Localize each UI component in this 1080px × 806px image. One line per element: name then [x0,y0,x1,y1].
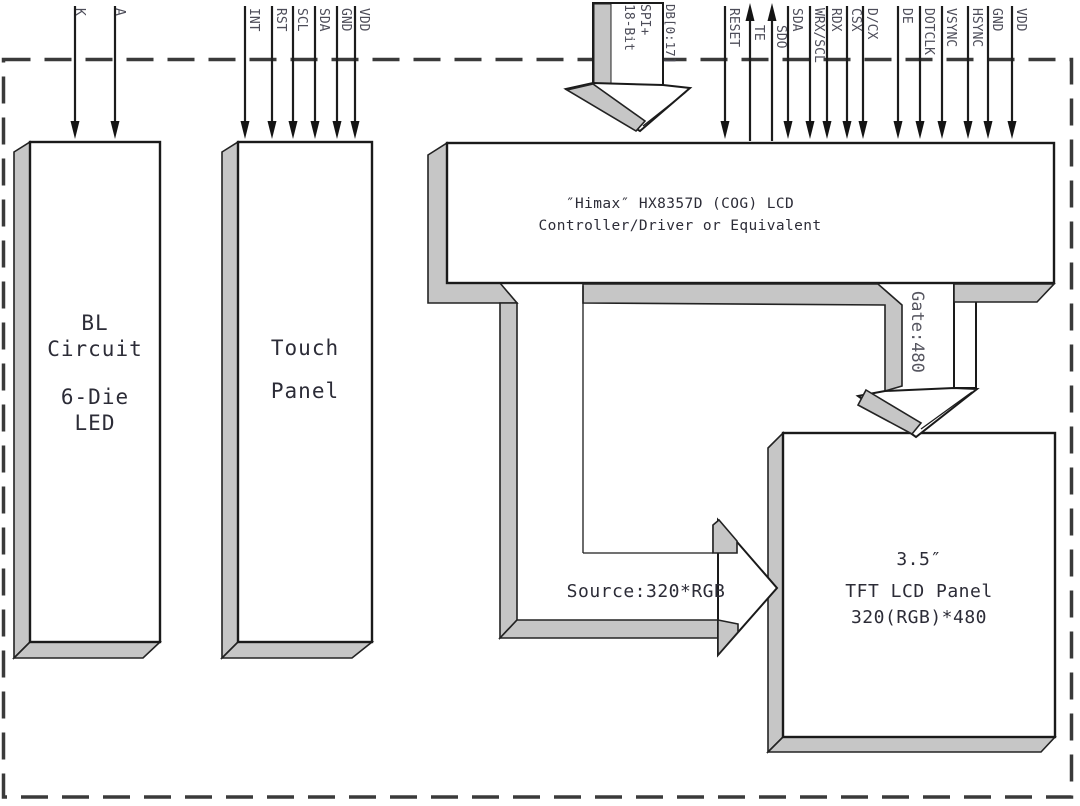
bl-block-label-line1: BL [81,311,109,335]
pin-label-ctrl-reset: RESET [726,8,741,48]
spi-bus-label-line1: SPI+ [637,4,652,36]
touch-block-label-line2: Panel [270,379,340,403]
pin-label-ctrl-wrxscl: WRX/SCL [811,8,826,63]
pin-arrow-bl-k [71,6,80,139]
pin-arrow-ctrl-vdd [1008,6,1017,139]
pin-arrow-touch-int [241,6,250,139]
spi-bus-arrow [566,3,690,131]
pin-label-ctrl-de: DE [899,8,914,24]
bl-block-label-line3: 6-Die [60,385,130,409]
panel-label-line3: 320(RGB)*480 [850,607,988,628]
pin-arrow-touch-vdd [351,6,360,139]
pin-label-ctrl-vdd: VDD [1013,8,1028,32]
source-bus-pipe [500,286,719,638]
pin-label-ctrl-sdo: SDO [773,25,788,49]
lcd-controller-block-shape [428,143,1054,391]
pin-arrow-touch-scl [289,6,298,139]
pin-label-bl-k: K [72,8,87,16]
panel-label-line1: 3.5″ [896,549,942,570]
bl-block-label-line4: LED [74,411,116,435]
pin-arrow-ctrl-dotclk [916,6,925,139]
pin-arrow-ctrl-reset [721,6,730,139]
pin-arrow-ctrl-de [894,6,903,139]
pin-label-ctrl-dcx: D/CX [864,8,879,40]
pin-arrow-ctrl-gnd [984,6,993,139]
pin-label-touch-scl: SCL [294,8,309,32]
pin-arrow-touch-sda [311,6,320,139]
bl-block-label-line2: Circuit [47,337,143,361]
pin-label-bl-a: A [112,8,127,16]
pin-arrow-ctrl-te [746,3,755,141]
pin-label-touch-int: INT [246,8,261,32]
pin-arrow-ctrl-csx [843,6,852,139]
pin-arrow-ctrl-wrxscl [806,6,815,139]
pin-label-ctrl-hsync: HSYNC [969,8,984,48]
pin-label-ctrl-sda: SDA [789,8,804,32]
tft-panel-block-shape [768,433,1055,752]
spi-bus-label-line2: 18-Bit [621,4,636,51]
pin-arrow-ctrl-rdx [823,6,832,139]
gate-arrow-head [858,388,977,437]
bl-circuit-block-shape [14,142,160,658]
pin-label-ctrl-te: TE [751,25,766,41]
pin-label-touch-rst: RST [273,8,288,32]
pin-arrow-ctrl-sdo [768,3,777,141]
gate-bus-label: Gate:480 [907,291,927,373]
pin-label-touch-sda: SDA [316,8,331,32]
pin-arrows-layer [71,3,1017,141]
db-bus-label: DB[0:17] [663,4,678,65]
panel-label-line2: TFT LCD Panel [845,581,993,602]
pin-label-ctrl-dotclk: DOTCLK [921,8,936,55]
pin-label-ctrl-vsync: VSYNC [943,8,958,48]
pin-arrow-ctrl-hsync [964,6,973,139]
pin-arrow-ctrl-vsync [938,6,947,139]
pin-label-ctrl-rdx: RDX [828,8,843,32]
pin-arrow-ctrl-dcx [859,6,868,139]
controller-label-line1: ″Himax″ HX8357D (COG) LCD [565,196,795,212]
pin-arrow-ctrl-sda [784,6,793,139]
pin-arrow-touch-rst [268,6,277,139]
pin-label-touch-vdd: VDD [356,8,371,32]
pin-label-ctrl-csx: CSX [848,8,863,32]
touch-panel-block-shape [222,142,372,658]
pin-arrow-bl-a [111,6,120,139]
pin-arrow-touch-gnd [333,6,342,139]
source-bus-label: Source:320*RGB [566,581,726,602]
touch-block-label-line1: Touch [270,336,340,360]
pin-label-ctrl-gnd: GND [989,8,1004,32]
pin-label-touch-gnd: GND [338,8,353,32]
controller-label-line2: Controller/Driver or Equivalent [538,218,822,234]
